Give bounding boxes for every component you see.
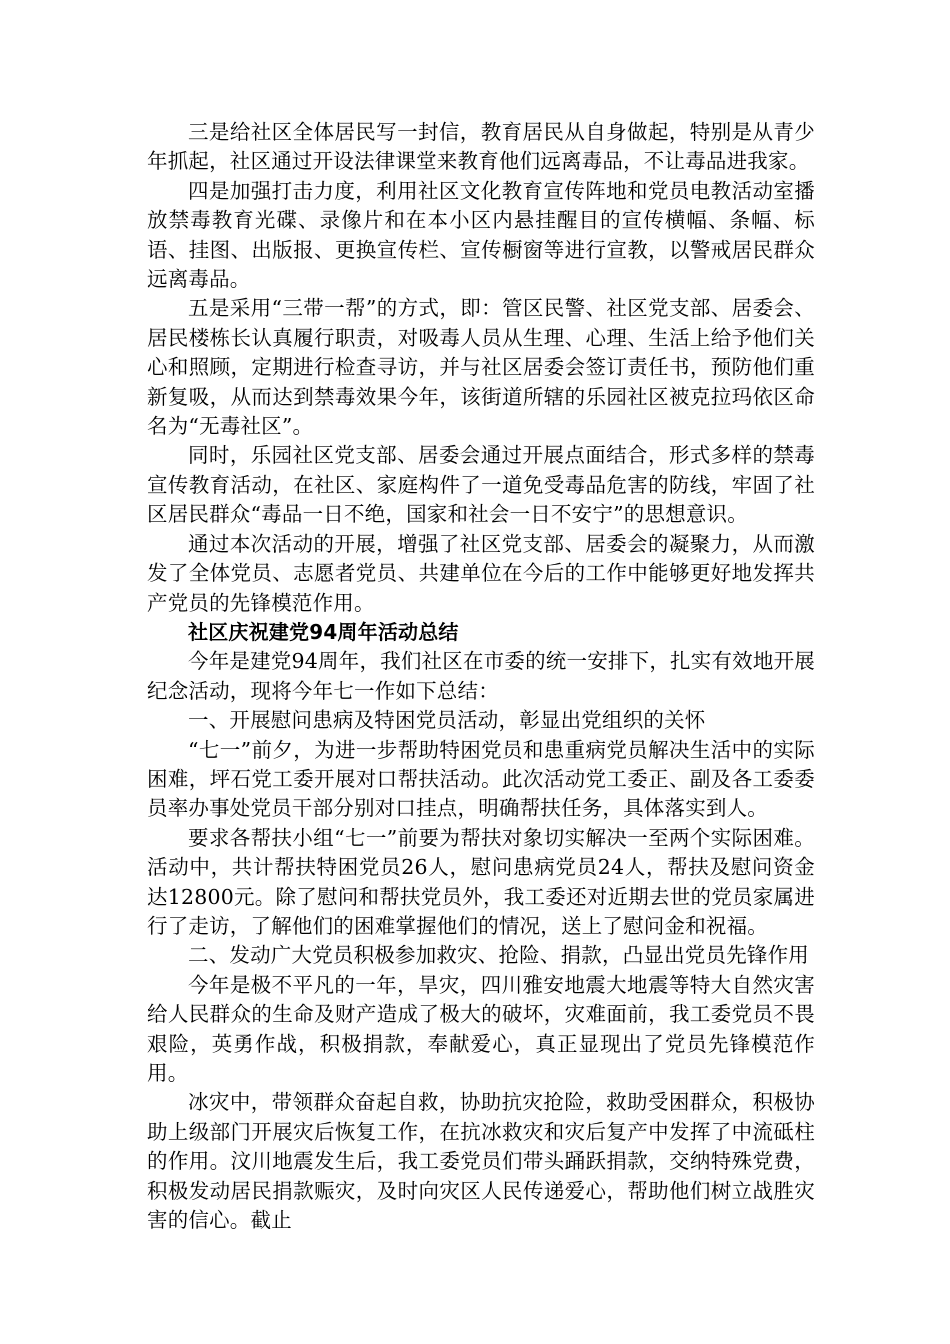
document-body — [147, 118, 815, 1235]
paragraph: 要求各帮扶小组“七一”前要为帮扶对象切实解决一至两个实际困难。活动中，共计帮扶特困党员26人，慰问患病党员24人，帮扶及慰问资金达12800元。除了慰问和帮扶党员外，我工委还对近期去世的党员家属进行了走访，了解他们的困难掌握他们的情况，送上了慰问金和祝福。 — [147, 825, 815, 938]
paragraph: 二、发动广大党员积极参加救灾、抢险、捐款，凸显出党员先锋作用 — [188, 943, 809, 968]
paragraph: 今年是建党94周年，我们社区在市委的统一安排下，扎实有效地开展纪念活动，现将今年七一作如下总结： — [147, 649, 815, 703]
paragraph: 通过本次活动的开展，增强了社区党支部、居委会的凝聚力，从而激发了全体党员、志愿者党员、共建单位在今后的工作中能够更好地发挥共 产党员的先锋模范作用。 — [147, 531, 815, 615]
paragraph: 冰灾中，带领群众奋起自救，协助抗灾抢险，救助受困群众，积极协助上级部门开展灾后恢复工作，在抗冰救灾和灾后复产中发挥了中流砥柱的作用。汶川地震发生后，我工委党员们带头踊跃捐款，交纳特殊党费，积极发动居民捐款赈灾，及时向灾区人民传递爱心，帮助他们树立战胜灾害的信心。截止 — [147, 1090, 815, 1233]
paragraph: 三是给社区全体居民写一封信，教育居民从自身做起，特别是从青少年抓起，社区通过开设法律课堂来教育他们远离毒品，不让毒品进我家。 — [147, 120, 815, 174]
paragraph: 四是加强打击力度，利用社区文化教育宣传阵地和党员电教活动室播放禁毒教育光碟、录像片和在本小区内悬挂醒目的宣传横幅、条幅、标语、挂图、出版报、更换宣传栏、宣传橱窗等进行宣教，以警戒居民群众远离毒品。 — [147, 178, 815, 292]
paragraph: “七一”前夕，为进一步帮助特困党员和患重病党员解决生活中的实际困难，坪石党工委开展对口帮扶活动。此次活动党工委正、副及各工委委员率办事处党员干部分别对口挂点，明确帮扶任务，具体落实到人。 — [147, 737, 815, 821]
paragraph: 今年是极不平凡的一年，旱灾，四川雅安地震大地震等特大自然灾害给人民群众的生命及财产造成了极大的破坏，灾难面前，我工委党员不畏艰险，英勇作战，积极捐款，奉献爱心，真正显现出了党员先锋模范作用。 — [147, 972, 815, 1085]
paragraph: 同时，乐园社区党支部、居委会通过开展点面结合，形式多样的禁毒宣传教育活动，在社区、家庭构件了一道免受毒品危害的防线，牢固了社区居民群众“毒品一日不绝，国家和社会一日不安宁”的思想意识。 — [147, 443, 815, 527]
section-heading: 社区庆祝建党94周年活动总结 — [188, 619, 459, 644]
paragraph: 五是采用“三带一帮”的方式，即：管区民警、社区党支部、居委会、居民楼栋长认真履行职责，对吸毒人员从生理、心理、生活上给予他们关心和照顾，定期进行检查寻访，并与社区居委会签订责任书，预防他们重新复吸，从而达到禁毒效果今年，该街道所辖的乐园社区被克拉玛依区命名为“无毒社区”。 — [147, 296, 815, 439]
paragraph: 一、开展慰问患病及特困党员活动，彰显出党组织的关怀 — [188, 708, 706, 733]
